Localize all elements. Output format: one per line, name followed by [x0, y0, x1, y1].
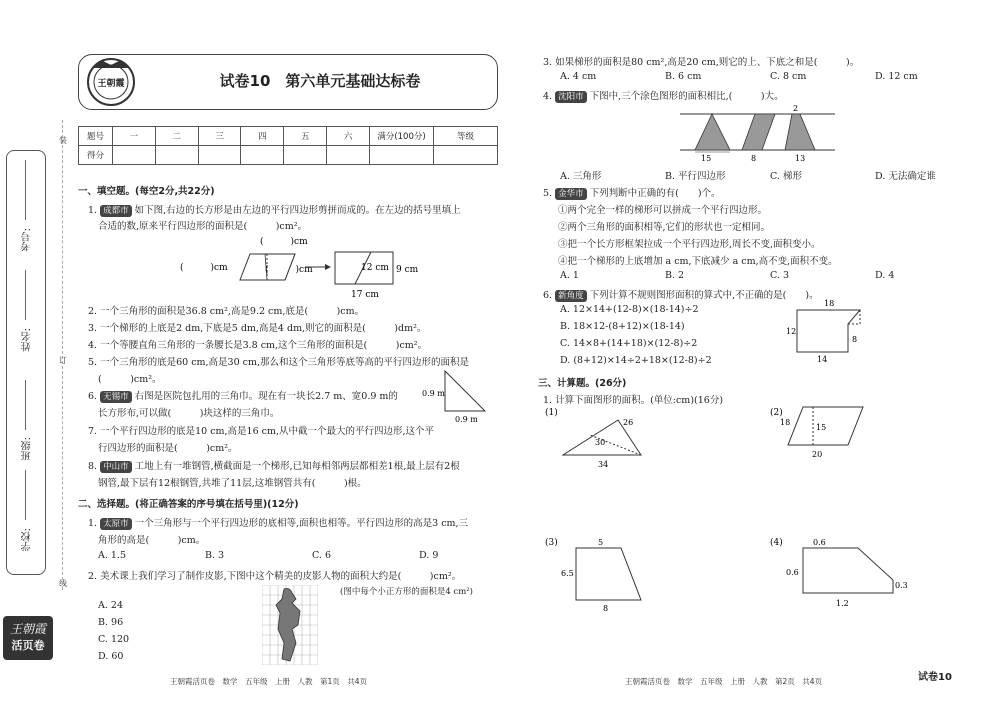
publisher-logo [84, 56, 138, 108]
option[interactable]: B. 6 cm [665, 71, 702, 82]
option[interactable]: B. 2 [665, 270, 685, 281]
fold-char: 装 [59, 136, 67, 145]
question-8: 8. 中山市 工地上有一堆钢管,横截面是一个梯形,已知每相邻两层都相差1根,最上层有2根 [88, 461, 460, 472]
question-4: 4. 一个等腰直角三角形的一条腰长是3.8 cm,这个三角形的面积是( )cm²。 [88, 340, 428, 351]
fig4-left: 0.6 [786, 568, 799, 577]
q1-text-1: 如下图,右边的长方形是由左边的平行四边形剪拼而成的。在左边的括号里填上 [134, 205, 461, 216]
statement: ①两个完全一样的梯形可以拼成一个平行四边形。 [558, 205, 768, 216]
exam-no-label: 考号: [22, 228, 33, 252]
score-header-cell: 题号 [79, 127, 113, 146]
q1-figure [175, 232, 435, 302]
c6-top: 18 [824, 299, 835, 308]
q1-rect-top: 12 cm [361, 263, 389, 273]
region-tag: 无锡市 [100, 391, 132, 403]
question-2: 2. 一个三角形的面积是36.8 cm²,高是9.2 cm,底是( )cm。 [88, 306, 365, 317]
c5-text: 下列判断中正确的有( )个。 [589, 188, 721, 199]
score-cell[interactable] [284, 146, 327, 165]
fig2-side: 18 [780, 418, 791, 427]
c2-note: (图中每个小正方形的面积是4 cm²) [340, 587, 473, 597]
fig4-bottom: 1.2 [836, 599, 849, 608]
score-cell[interactable] [198, 146, 241, 165]
triangle-cloth-figure [420, 366, 495, 426]
score-header-cell: 等级 [434, 127, 498, 146]
class-blank[interactable] [25, 380, 26, 430]
figure-1-triangle [543, 405, 653, 470]
choice-5: 5. 金华市 下列判断中正确的有( )个。 [543, 188, 721, 199]
option[interactable]: C. 6 [312, 550, 332, 561]
c1-text-2: 角形的高是( )cm。 [98, 535, 206, 546]
q1-left-label: ( )cm [180, 263, 228, 273]
score-header-cell: 六 [327, 127, 370, 146]
c6-right: 8 [852, 335, 858, 344]
c6-text: 下列计算不规则图形面积的算式中,不正确的是( )。 [589, 290, 819, 301]
score-cell[interactable] [327, 146, 370, 165]
region-tag: 中山市 [100, 461, 132, 473]
left-footer: 王朝霞活页卷 数学 五年级 上册 人教 第1页 共4页 [170, 677, 368, 686]
q8-text-2: 钢管,最下层有12根钢管,共堆了11层,这堆钢管共有( )根。 [98, 478, 367, 489]
shaded-shapes-figure [670, 102, 845, 164]
region-tag: 金华市 [555, 188, 587, 200]
score-cell[interactable] [155, 146, 198, 165]
fig3-height: 6.5 [561, 569, 574, 578]
fig4-right: 0.3 [895, 581, 908, 590]
option[interactable]: A. 4 cm [560, 71, 597, 82]
student-info-strip [6, 150, 46, 575]
fig3-label: (3) [545, 538, 558, 548]
q1-rect-bottom: 17 cm [351, 290, 379, 300]
fig1-height: 30 [595, 438, 606, 447]
q8-text-1: 工地上有一堆钢管,横截面是一个梯形,已知每相邻两层都相差1根,最上层有2根 [134, 461, 460, 472]
choice-4: 4. 沈阳市 下图中,三个涂色图形的面积相比,( )大。 [543, 91, 784, 102]
paper-number-text: 试卷10 [918, 672, 952, 683]
exam-no-blank[interactable] [25, 160, 26, 220]
option[interactable]: C. 梯形 [770, 171, 802, 182]
c4-text: 下图中,三个涂色图形的面积相比,( )大。 [589, 91, 784, 102]
q6-side: 0.9 m [422, 389, 445, 398]
fig1-base: 34 [598, 460, 609, 469]
question-1: 1. 成都市 如下图,右边的长方形是由左边的平行四边形剪拼而成的。在左边的括号里填上 [88, 205, 461, 216]
q1-top-label: ( )cm [260, 237, 308, 247]
score-cell[interactable] [434, 146, 498, 165]
fig1-side: 26 [623, 418, 634, 427]
class-label: 班级: [22, 437, 33, 461]
statement: ③把一个长方形框架拉成一个平行四边形,周长不变,面积变小。 [558, 239, 821, 250]
region-tag: 成都市 [100, 205, 132, 217]
option[interactable]: A. 1 [560, 270, 579, 281]
score-header-cell: 三 [198, 127, 241, 146]
choice-3: 3. 如果梯形的面积是80 cm²,高是20 cm,则它的上、下底之和是( )。 [543, 57, 860, 68]
c4-b1: 15 [701, 154, 712, 163]
option[interactable]: A. 三角形 [560, 171, 602, 182]
option[interactable]: A. 24 [98, 600, 123, 611]
right-footer: 王朝霞活页卷 数学 五年级 上册 人教 第2页 共4页 [625, 677, 823, 686]
question-7: 7. 一个平行四边形的底是10 cm,高是16 cm,从中截一个最大的平行四边形,这个平 [88, 426, 435, 437]
option[interactable]: D. 12 cm [875, 71, 918, 82]
section2-title: 二、选择题。(将正确答案的序号填在括号里)(12分) [78, 499, 299, 510]
option[interactable]: D. (8+12)×14÷2+18×(12-8)÷2 [560, 355, 712, 366]
choice-6: 6. 新角度 下列计算不规则图形面积的算式中,不正确的是( )。 [543, 290, 819, 301]
school-label: 学校: [22, 528, 33, 552]
shadow-puppet-figure [262, 585, 318, 665]
option[interactable]: B. 96 [98, 617, 124, 628]
region-tag: 太原市 [100, 518, 132, 530]
brand-top: 王朝霞 [9, 622, 46, 636]
option[interactable]: B. 平行四边形 [665, 171, 726, 182]
fig1-label: (1) [545, 408, 558, 418]
statement: ②两个三角形的面积相等,它们的形状也一定相同。 [558, 222, 771, 233]
fold-char: 订 [59, 356, 67, 365]
region-tag: 新角度 [555, 290, 587, 302]
score-header-cell: 五 [284, 127, 327, 146]
brand-badge [3, 616, 53, 660]
option[interactable]: A. 12×14+(12-8)×(18-14)÷2 [560, 304, 699, 315]
score-table [78, 126, 498, 165]
option[interactable]: D. 60 [98, 651, 124, 662]
fig4-top: 0.6 [813, 538, 826, 547]
choice-2: 2. 美术课上我们学习了制作皮影,下图中这个精美的皮影人物的面积大约是( )cm²。 [88, 571, 462, 582]
calc-question-1: 1. 计算下面图形的面积。(单位:cm)(16分) [543, 395, 724, 406]
question-7-cont: 行四边形的面积是( )cm²。 [98, 443, 238, 454]
score-header-cell: 四 [241, 127, 284, 146]
score-row-label: 得分 [79, 146, 113, 165]
option[interactable]: B. 3 [205, 550, 225, 561]
score-cell[interactable] [241, 146, 284, 165]
figure-2-parallelogram [768, 405, 878, 465]
option[interactable]: D. 9 [419, 550, 439, 561]
c4-b3: 13 [795, 154, 806, 163]
option[interactable]: C. 120 [98, 634, 130, 645]
score-cell[interactable] [370, 146, 434, 165]
fig2-height: 15 [816, 423, 827, 432]
question-6: 6. 无锡市 右图是医院包扎用的三角巾。现在有一块长2.7 m、宽0.9 m的 [88, 391, 398, 402]
fig4-label: (4) [770, 538, 783, 548]
option[interactable]: C. 14×8+(14+18)×(12-8)÷2 [560, 338, 698, 349]
statement: ④把一个梯形的上底增加 a cm,下底减少 a cm,高不变,面积不变。 [558, 256, 838, 267]
page-title: 试卷10 第六单元基础达标卷 [219, 72, 421, 90]
option[interactable]: D. 无法确定谁 [875, 171, 936, 182]
c4-b2: 8 [751, 154, 757, 163]
option[interactable]: D. 4 [875, 270, 895, 281]
fig3-bottom: 8 [603, 604, 609, 613]
figure-4-compound [768, 535, 918, 615]
logo-text: 王朝霞 [97, 79, 125, 89]
q6-text-1: 右图是医院包扎用的三角巾。现在有一块长2.7 m、宽0.9 m的 [134, 391, 398, 402]
section3-title: 三、计算题。(26分) [538, 378, 627, 389]
question-5-cont: ( )cm²。 [98, 374, 162, 385]
option[interactable]: A. 1.5 [98, 550, 127, 561]
question-3: 3. 一个梯形的上底是2 dm,下底是5 dm,高是4 dm,则它的面积是( )dm²。 [88, 323, 427, 334]
q1-mid-label: ( )cm [265, 265, 313, 275]
score-cell[interactable] [113, 146, 156, 165]
option[interactable]: C. 3 [770, 270, 790, 281]
q6-bottom: 0.9 m [455, 415, 478, 424]
irregular-shape-figure [782, 296, 872, 364]
fig2-label: (2) [770, 408, 783, 418]
c4-top: 2 [793, 104, 799, 113]
figure-3-trapezoid [543, 535, 653, 615]
paper-number [918, 668, 952, 683]
c6-left: 12 [786, 327, 797, 336]
score-header-cell: 二 [155, 127, 198, 146]
option[interactable]: B. 18×12-(8+12)×(18-14) [560, 321, 685, 332]
school-blank[interactable] [25, 470, 26, 520]
fold-char: 线 [59, 579, 67, 588]
q6-text-2: 长方形布,可以做( )块这样的三角巾。 [98, 408, 280, 419]
score-header-cell: 满分(100分) [370, 127, 434, 146]
name-label: 姓名: [22, 328, 33, 352]
score-header-cell: 一 [113, 127, 156, 146]
q1-text-2: 合适的数,原来平行四边形的面积是( )cm²。 [98, 221, 308, 232]
choice-1: 1. 太原市 一个三角形与一个平行四边形的底相等,面积也相等。平行四边形的高是3 cm,三 [88, 518, 469, 529]
q1-rect-right: 9 cm [396, 265, 419, 275]
fig2-base: 20 [812, 450, 823, 459]
fig3-top: 5 [598, 538, 604, 547]
region-tag: 沈阳市 [555, 91, 587, 103]
brand-bottom: 活页卷 [11, 639, 45, 652]
name-blank[interactable] [25, 270, 26, 320]
question-5: 5. 一个三角形的底是60 cm,高是30 cm,那么和这个三角形等底等高的平行四边形的面积是 [88, 357, 469, 368]
c6-bottom: 14 [817, 355, 828, 364]
c1-text-1: 一个三角形与一个平行四边形的底相等,面积也相等。平行四边形的高是3 cm,三 [134, 518, 469, 529]
option[interactable]: C. 8 cm [770, 71, 807, 82]
section1-title: 一、填空题。(每空2分,共22分) [78, 186, 215, 197]
